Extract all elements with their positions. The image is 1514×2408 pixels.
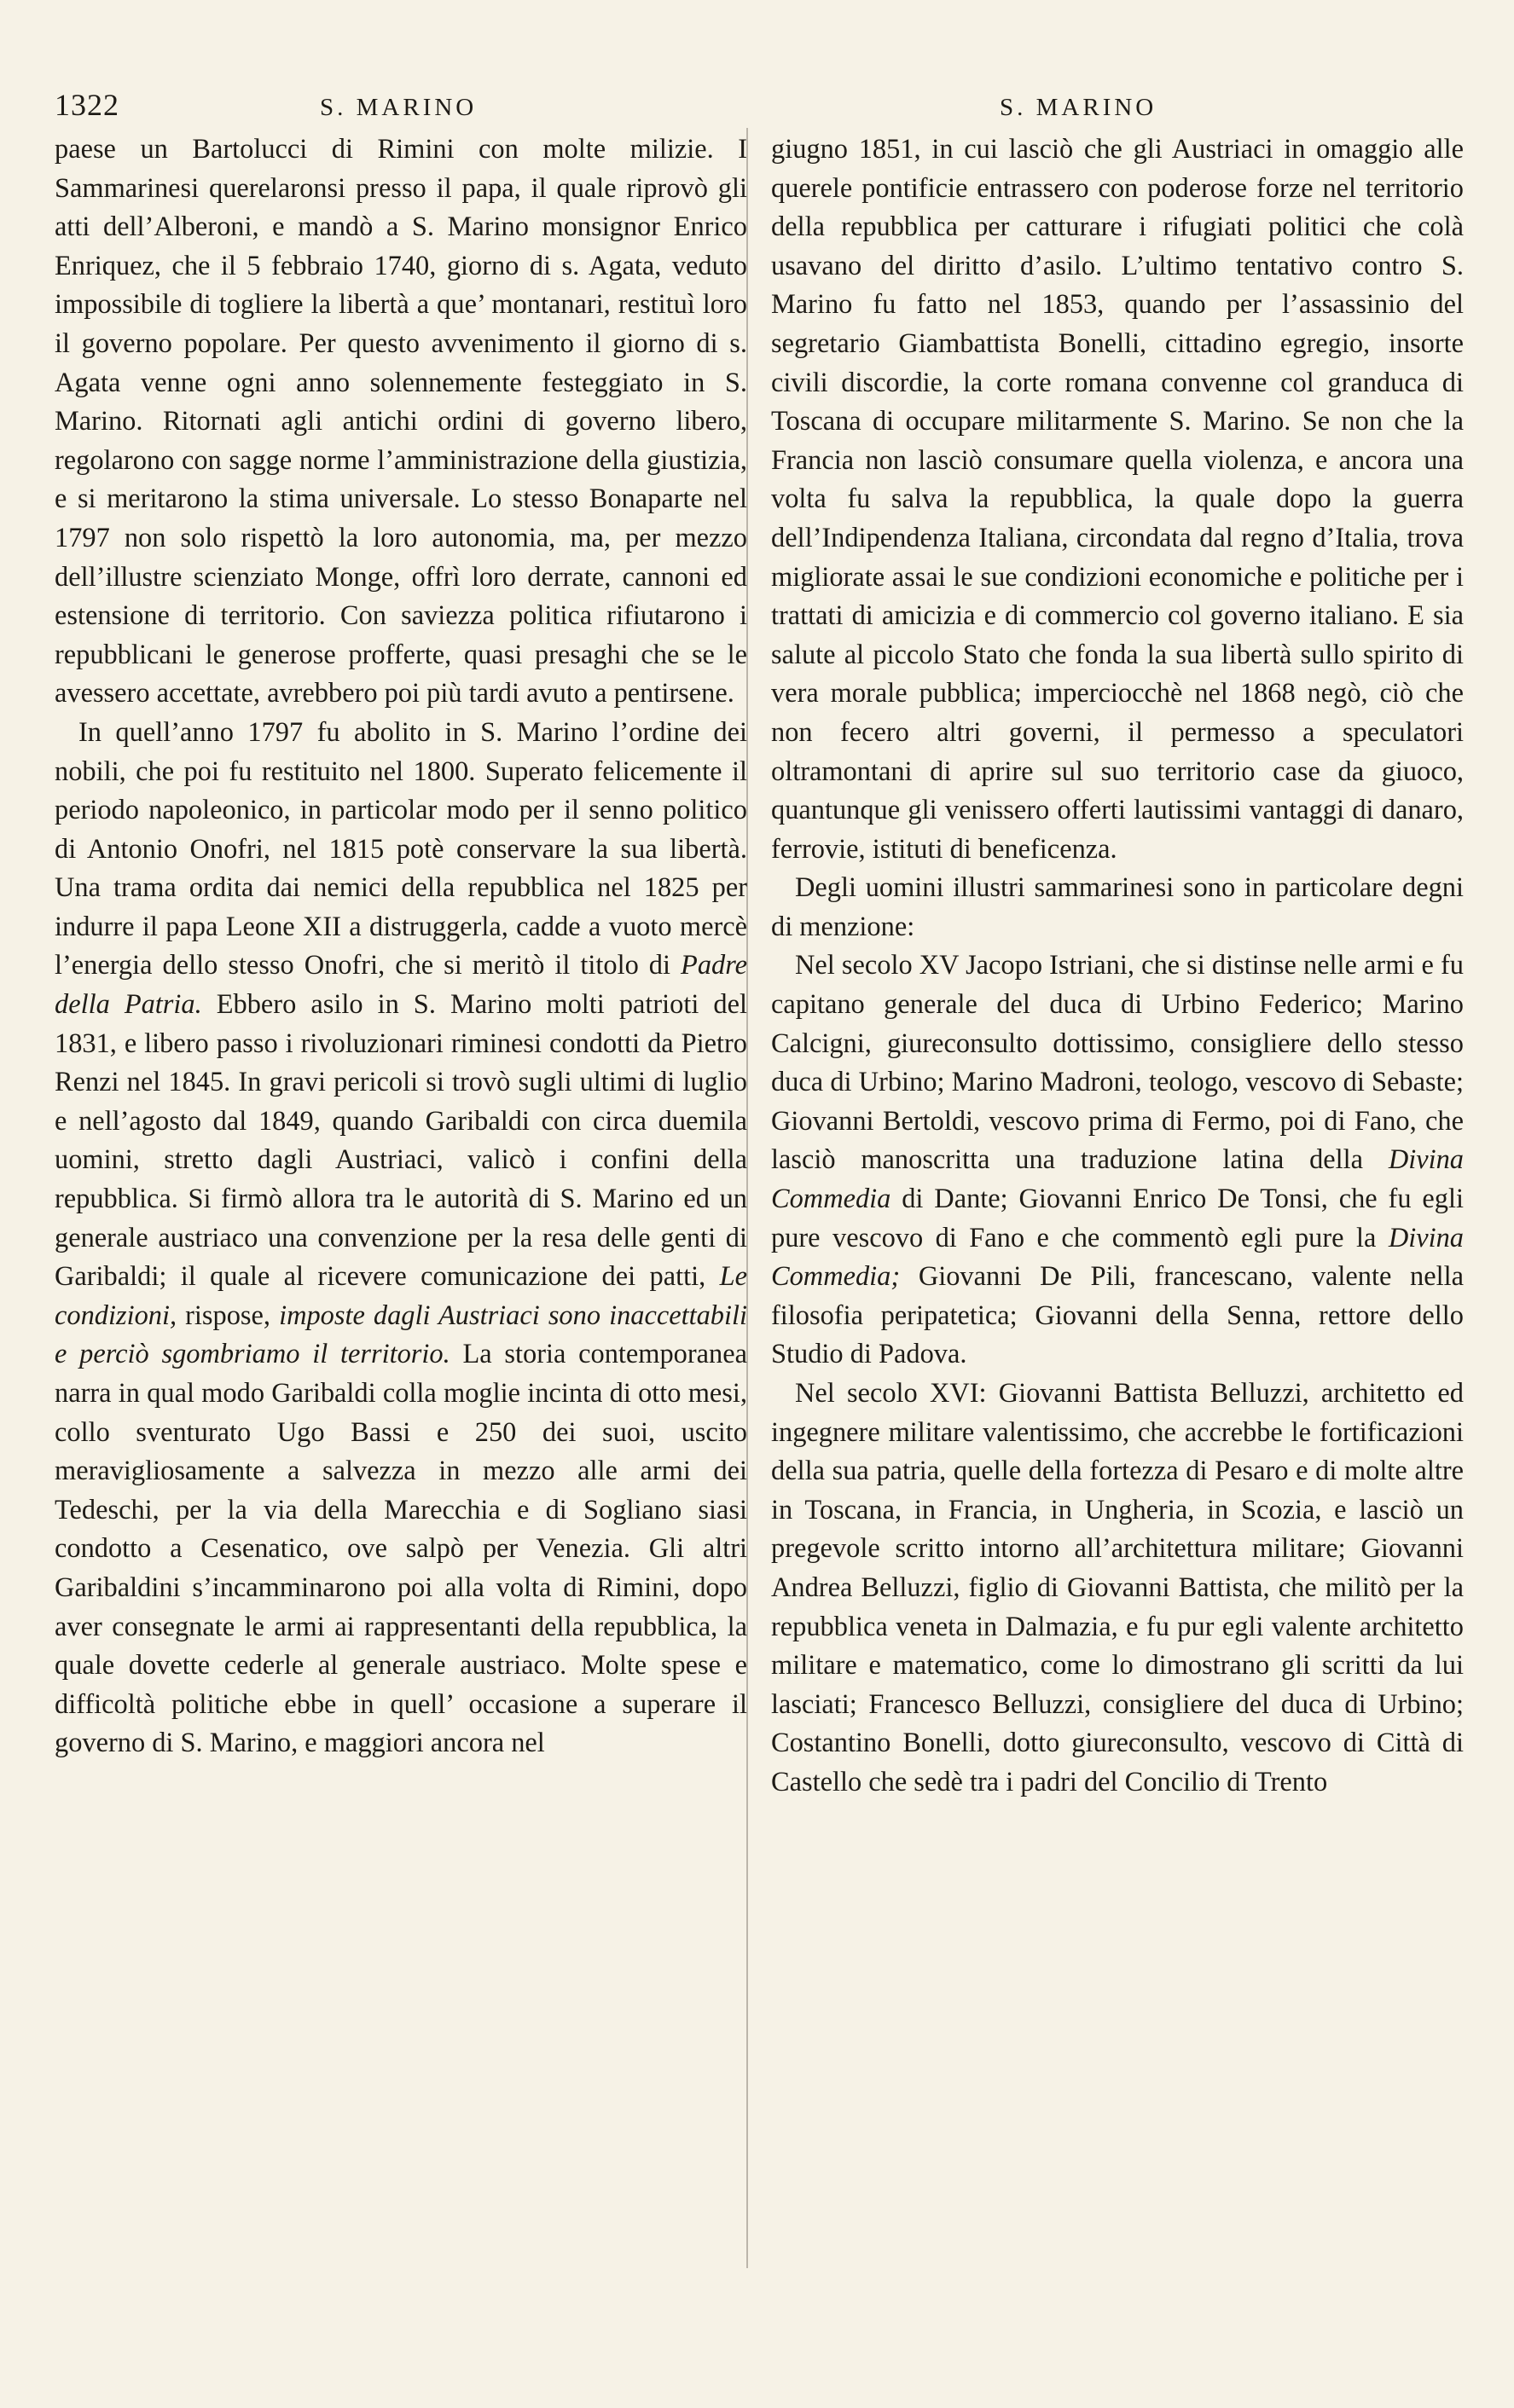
right-paragraph-1: giugno 1851, in cui lasciò che gli Austriaci in omaggio alle querele pontificie entrassero con poderose forze nel territorio della repubblica per catturare i rifugiati politici che colà usavano del diritto d’asilo. L’ultimo tentativo contro S. Marino fu fatto nel 1853, quando per l’assassinio del segretario Giambattista Bonelli, cittadino egregio, insorte civili discordie, la corte romana convenne col granduca di Toscana di occupare militarmente S. Marino. Se non che la Francia non lasciò consumare quella violenza, e ancora una volta fu salva la repubblica, la quale dopo la guerra dell’Indipendenza Italiana, circondata dal regno d’Italia, trova migliorate assai le sue condizioni economiche e politiche per i trattati di amicizia e di commercio col governo italiano. E sia salute al piccolo Stato che fonda la sua libertà sullo spirito di vera morale pubblica; imperciocchè nel 1868 negò, ciò che non fecero altri governi, il permesso a speculatori oltramontani di aprire sul suo territorio case da giuoco, quantunque gli venissero offerti lautissimi vantaggi di danaro, ferrovie, istituti di beneficenza. [771,134,1464,865]
page-number: 1322 [55,88,119,122]
right-paragraph-3 [771,946,1464,1375]
left-paragraph-2 [55,714,747,1763]
text-run: di Dante; Giovanni Enrico De Tonsi, che fu egli pure vescovo di Fano e che commentò egli pure la [771,1184,1464,1253]
text-run: In quell’anno 1797 fu abolito in S. Marino l’ordine dei nobili, che poi fu restituito nel 1800. Superato felicemente il periodo napoleonico, in particolar modo per il senno politico di Antonio Onofri, nel 1815 potè conservare la sua libertà. Una trama ordita dai nemici della repubblica nel 1825 per indurre il papa Leone XII a distruggerla, cadde a vuoto mercè l’energia dello stesso Onofri, che si meritò il titolo di [55,716,747,981]
right-paragraph-4: Nel secolo XVI: Giovanni Battista Belluzzi, architetto ed ingegnere militare valentissimo, che accrebbe le fortificazioni della sua patria, quelle della fortezza di Pesaro e di molte altre in Toscana, in Francia, in Ungheria, in Scozia, e lasciò un pregevole scritto intorno all’architettura militare; Giovanni Andrea Belluzzi, figlio di Giovanni Battista, che militò per la repubblica veneta in Dalmazia, e fu pur egli valente architetto militare e matematico, come lo dimostrano gli scritti da lui lasciati; Francesco Belluzzi, consigliere del duca di Urbino; Costantino Bonelli, dotto giureconsulto, vescovo di Città di Castello che sedè tra i padri del Concilio di Trento [771,1378,1464,1797]
left-column [55,130,747,1763]
text-run: Ebbero asilo in S. Marino molti patrioti del 1831, e libero passo i rivoluzionari riminesi condotti da Pietro Renzi nel 1845. In gravi pericoli si trovò sugli ultimi di luglio e nell’agosto dal 1849, quando Garibaldi con circa duemila uomini, stretto dagli Austriaci, valicò i confini della repubblica. Si firmò allora tra le autorità di S. Marino ed un generale austriaco una convenzione per la resa delle genti di Garibaldi; il quale al ricevere comunicazione dei patti, [55,989,747,1293]
italic-title-divina-commedia-2: Divina Commedia; [771,1222,1464,1293]
italic-title-padre-della-patria: Padre della Patria. [55,950,747,1021]
right-column [771,130,1464,1803]
italic-quote-garibaldi: imposte dagli Austriaci sono inaccettabili e perciò sgombriamo il territorio. [55,1300,747,1370]
text-run: Nel secolo XV Jacopo Istriani, che si distinse nelle armi e fu capitano generale del duca di Urbino Federico; Marino Calcigni, giureconsulto dottissimo, consigliere dello stesso duca di Urbino; Marino Madroni, teologo, vescovo di Sebaste; Giovanni Bertoldi, vescovo prima di Fermo, poi di Fano, che lasciò manoscritta una traduzione latina della [771,950,1464,1176]
text-run: rispose, [177,1300,280,1331]
left-paragraph-1: paese un Bartolucci di Rimini con molte milizie. I Sammarinesi querelaronsi presso il papa, il quale riprovò gli atti dell’Alberoni, e mandò a S. Marino monsignor Enrico Enriquez, che il 5 febbraio 1740, giorno di s. Agata, veduto impossibile di togliere la libertà a que’ montanari, restituì loro il governo popolare. Per questo avvenimento il giorno di s. Agata venne ogni anno solennemente festeggiato in S. Marino. Ritornati agli antichi ordini di governo libero, regolarono con sagge norme l’amministrazione della giustizia, e si meritarono la stima universale. Lo stesso Bonaparte nel 1797 non solo rispettò la loro autonomia, ma, per mezzo dell’illustre scienziato Monge, offrì loro derrate, cannoni ed estensione di territorio. Con saviezza politica rifiutarono i repubblicani le generose profferte, quasi presaghi che se le avessero accettate, avrebbero poi più tardi avuto a pentirsene. [55,134,747,709]
right-paragraph-2: Degli uomini illustri sammarinesi sono in particolare degni di menzione: [771,872,1464,942]
text-run: La storia contemporanea narra in qual modo Garibaldi colla moglie incinta di otto mesi, collo sventurato Ugo Bassi e 250 dei suoi, uscito meravigliosamente a salvezza in mezzo alle armi dei Tedeschi, per la via della Marecchia e di Sogliano siasi condotto a Cesenatico, ove salpò per Venezia. Gli altri Garibaldini s’incamminarono poi alla volta di Rimini, dopo aver consegnate le armi ai rappresentanti della repubblica, la quale dovette cederle al generale austriaco. Molte spese e difficoltà politiche ebbe in quell’ occasione a superare il governo di S. Marino, e maggiori ancora nel [55,1339,747,1759]
italic-quote-le-condizioni: Le condizioni, [55,1261,747,1331]
italic-title-divina-commedia: Divina Commedia [771,1144,1464,1215]
running-head-right: S. MARINO [1000,94,1157,121]
running-head-left: S. MARINO [320,94,478,121]
text-run: Giovanni De Pili, francescano, valente nella filosofia peripatetica; Giovanni della Senna, rettore dello Studio di Padova. [771,1261,1464,1370]
